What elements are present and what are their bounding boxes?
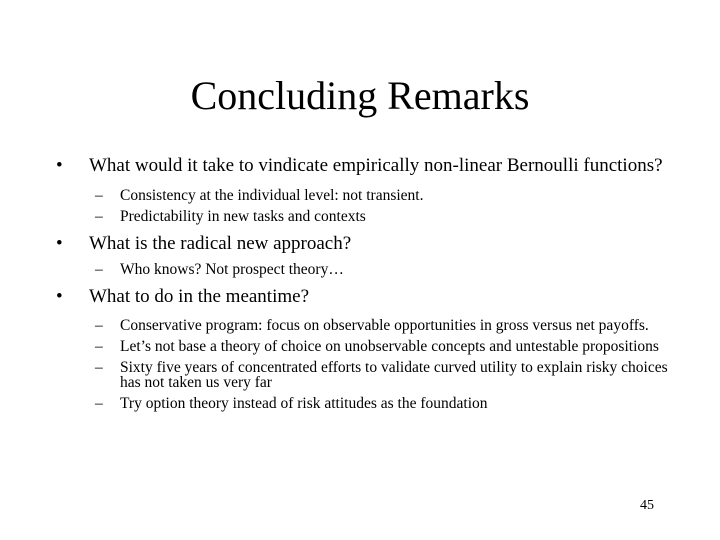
sub-bullet-list	[56, 188, 676, 224]
dash-marker: –	[95, 395, 103, 412]
sub-bullet-item	[56, 209, 676, 224]
dash-marker: –	[95, 208, 103, 225]
sub-bullet-item	[56, 339, 676, 354]
sub-bullet-item	[56, 318, 676, 333]
bullet-text: What to do in the meantime?	[89, 286, 310, 307]
sub-bullet-item	[56, 396, 676, 411]
sub-bullet-text: Try option theory instead of risk attitudes as the foundation	[120, 395, 488, 412]
bullet-marker: •	[56, 286, 63, 307]
dash-marker: –	[95, 338, 103, 355]
dash-marker: –	[95, 261, 103, 278]
bullet-item	[56, 156, 676, 175]
sub-bullet-list	[56, 262, 676, 277]
bullet-marker: •	[56, 155, 63, 176]
dash-marker: –	[95, 359, 103, 376]
dash-marker: –	[95, 187, 103, 204]
sub-bullet-list	[56, 318, 676, 411]
slide-title: Concluding Remarks	[190, 73, 530, 118]
bullet-text: What would it take to vindicate empirically non-linear Bernoulli functions?	[89, 155, 663, 176]
sub-bullet-item	[56, 360, 676, 390]
bullet-item	[56, 287, 676, 306]
sub-bullet-text: Predictability in new tasks and contexts	[120, 208, 366, 225]
page-number: 45	[640, 498, 654, 513]
sub-bullet-text: Conservative program: focus on observable opportunities in gross versus net payoffs.	[120, 317, 649, 334]
sub-bullet-text: Who knows? Not prospect theory…	[120, 261, 344, 278]
sub-bullet-text: Let’s not base a theory of choice on unobservable concepts and untestable propositions	[120, 338, 659, 355]
dash-marker: –	[95, 317, 103, 334]
sub-bullet-item	[56, 262, 676, 277]
sub-bullet-item	[56, 188, 676, 203]
bullet-marker: •	[56, 233, 63, 254]
sub-bullet-text: Sixty five years of concentrated efforts to validate curved utility to explain risky choices has not taken us very far	[120, 359, 668, 391]
bullet-item	[56, 234, 676, 253]
bullet-text: What is the radical new approach?	[89, 233, 352, 254]
bullet-list	[56, 156, 676, 411]
sub-bullet-text: Consistency at the individual level: not transient.	[120, 187, 424, 204]
